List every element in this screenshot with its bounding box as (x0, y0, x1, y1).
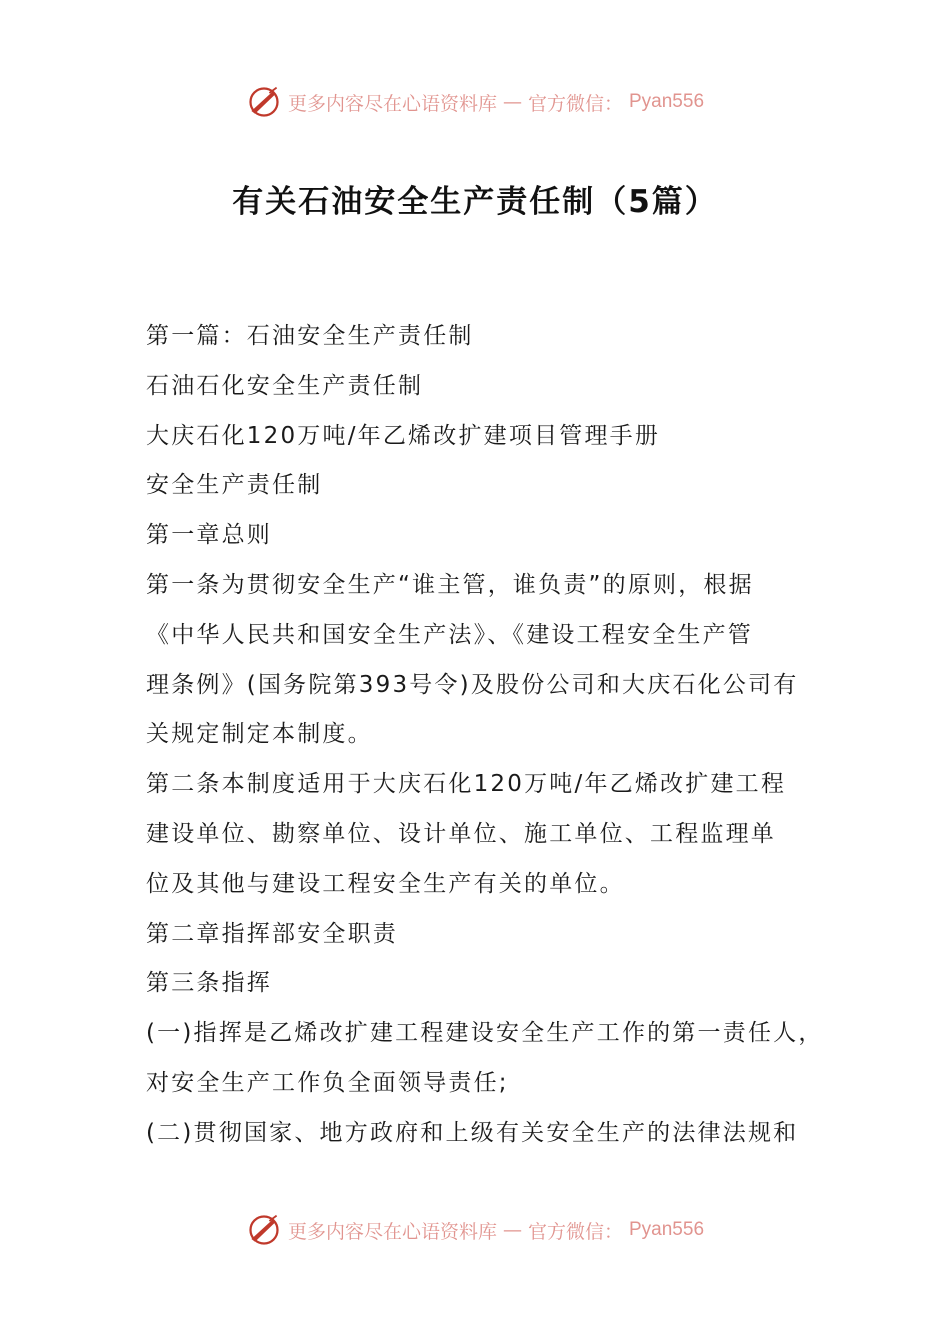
watermark-text: 更多内容尽在心语资料库 (287, 92, 497, 115)
pen-logo-icon (246, 1212, 282, 1248)
watermark-wechat-label: 官方微信： (527, 1220, 623, 1243)
document-body (146, 312, 826, 1159)
body-line: 安全生产责任制 (146, 472, 323, 499)
watermark-separator: — (502, 1219, 522, 1241)
body-line: 第一条为贯彻安全生产“谁主管，谁负责”的原则，根据 (146, 571, 754, 598)
body-line: 理条例》(国务院第393号令)及股份公司和大庆石化公司有 (146, 671, 799, 698)
watermark-separator: — (502, 91, 522, 113)
body-line: 建设单位、勘察单位、设计单位、施工单位、工程监理单 (146, 820, 776, 847)
watermark-text: 更多内容尽在心语资料库 (287, 1220, 497, 1243)
pen-logo-icon (246, 84, 282, 120)
watermark-wechat-id: Pyan556 (629, 91, 705, 112)
body-line: 第一篇：石油安全生产责任制 (146, 323, 474, 349)
body-line: 《中华人民共和国安全生产法》、《建设工程安全生产管 (146, 621, 753, 648)
body-line: 大庆石化120万吨/年乙烯改扩建项目管理手册 (146, 422, 661, 449)
body-line: (二)贯彻国家、地方政府和上级有关安全生产的法律法规和 (146, 1119, 799, 1146)
header-watermark (0, 84, 950, 120)
document-title: 有关石油安全生产责任制（5篇） (232, 184, 718, 220)
body-line: 第二章指挥部安全职责 (146, 920, 398, 947)
body-line: 第二条本制度适用于大庆石化120万吨/年乙烯改扩建工程 (146, 771, 787, 798)
body-line: (一)指挥是乙烯改扩建工程建设安全生产工作的第一责任人， (146, 1020, 824, 1047)
body-line: 关规定制定本制度。 (146, 721, 373, 748)
watermark-wechat-id: Pyan556 (629, 1219, 705, 1240)
watermark-wechat-label: 官方微信： (527, 92, 623, 115)
body-line: 第一章总则 (146, 522, 272, 549)
body-line: 第三条指挥 (146, 970, 272, 997)
body-line: 位及其他与建设工程安全生产有关的单位。 (146, 870, 625, 897)
body-line: 石油石化安全生产责任制 (146, 372, 424, 399)
footer-watermark (0, 1212, 950, 1248)
body-line: 对安全生产工作负全面领导责任; (146, 1069, 509, 1096)
